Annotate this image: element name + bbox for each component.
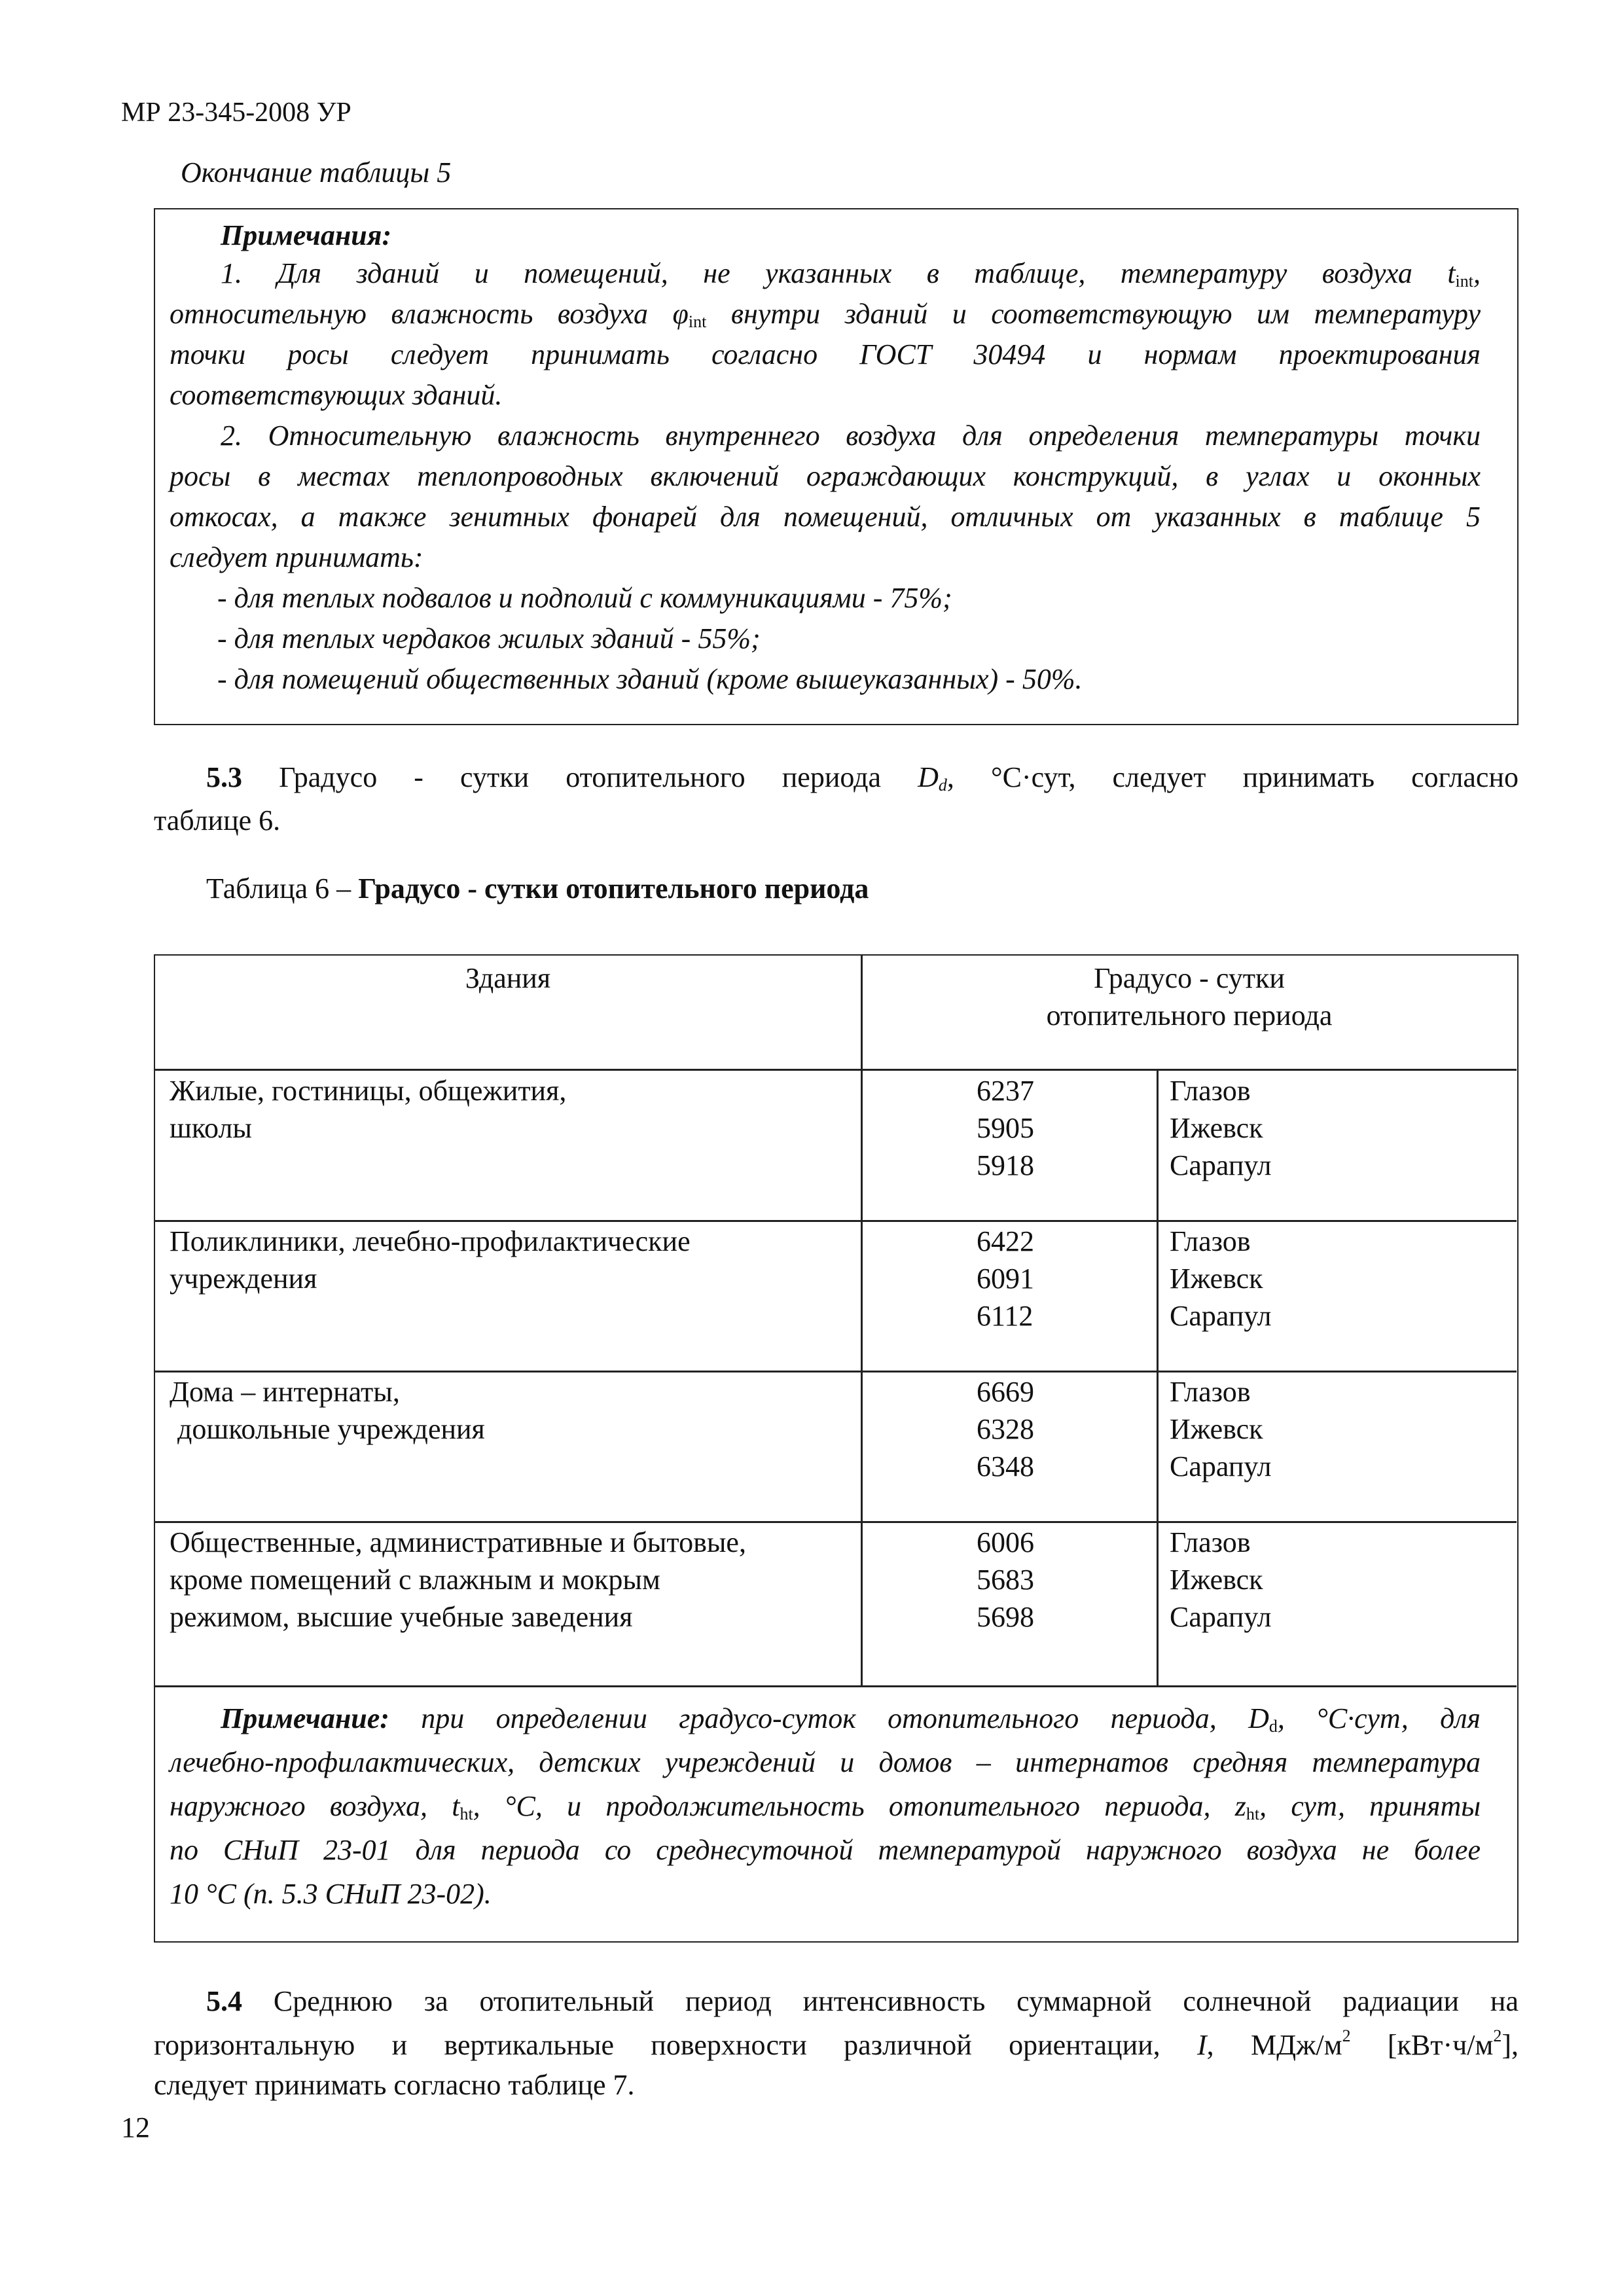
para-5-3-line1: 5.3 Градусо - сутки отопительного периода $D_d$, °С·сут, следует принимать согласно [206,761,1519,795]
table6-note-line5: 10 °С (п. 5.3 СНиП 23-02). [170,1878,492,1910]
table-row-buildings: Дома – интернаты, дошкольные учреждения [170,1376,485,1445]
table6-header-degree-days: Градусо - сутки отопительного периода [1046,962,1333,1031]
table-row-values: 6237 5905 5918 [977,1075,1034,1181]
note1-line4: соответствующих зданий. [170,379,503,411]
note1-line2: относительную влажность воздуха $\varphi_{int}$ внутри зданий и соответствующую им температуру [170,298,1481,331]
table6-col-divider [861,956,863,1687]
notes-title: Примечания: [221,219,392,251]
note-bullet-public-buildings: - для помещений общественных зданий (кроме вышеуказанных) - 50%. [217,663,1083,695]
table6-note-line4: по СНиП 23-01 для периода со среднесуточной температурой наружного воздуха не более [170,1834,1481,1866]
note2-line2: росы в местах теплопроводных включений ограждающих конструкций, в углах и оконных [170,460,1481,492]
note1-line3: точки росы следует принимать согласно ГОСТ 30494 и нормам проектирования [170,338,1481,370]
page-number: 12 [121,2111,150,2144]
table6-row-divider [155,1220,1517,1222]
note-bullet-attics: - для теплых чердаков жилых зданий - 55%; [217,622,761,655]
para-5-4-line1: 5.4 Среднюю за отопительный период интенсивность суммарной солнечной радиации на [206,1985,1519,2017]
table6-subcol-divider [1157,1069,1159,1687]
table6 [154,954,1519,1943]
table6-caption: Таблица 6 – Градусо - сутки отопительного периода [206,872,869,905]
document-code: МР 23-345-2008 УР [121,98,351,128]
table6-note-line1: Примечание: при определении градусо-суток отопительного периода, $D_d$, °С·сут, для [221,1702,1481,1736]
table6-note-line3: наружного воздуха, $t_{ht}$, °С, и продолжительность отопительного периода, $z_{ht}$, сут, приняты [170,1790,1481,1823]
table6-note-line2: лечебно-профилактических, детских учреждений и домов – интернатов средняя температура [170,1746,1481,1778]
table6-note-divider [155,1685,1517,1687]
table-row-cities: Глазов Ижевск Сарапул [1170,1225,1272,1332]
para-5-4-line3: следует принимать согласно таблице 7. [154,2069,635,2101]
table-row-buildings: Жилые, гостиницы, общежития, школы [170,1075,567,1144]
para-5-4-line2: горизонтальную и вертикальные поверхности различной ориентации, I, МДж/$м^2$ $[кВт\cdot ч/м^2]$, [154,2026,1519,2061]
table-row-cities: Глазов Ижевск Сарапул [1170,1376,1272,1482]
note1-line1: 1. Для зданий и помещений, не указанных в таблице, температуру воздуха $t_{int}$, [221,257,1481,291]
table-row-values: 6422 6091 6112 [977,1225,1034,1332]
table-row-values: 6006 5683 5698 [977,1526,1034,1633]
table-row-buildings: Поликлиники, лечебно-профилактические учреждения [170,1225,691,1295]
table-continuation-label: Окончание таблицы 5 [181,156,452,188]
table-row-values: 6669 6328 6348 [977,1376,1034,1482]
table6-header-divider [155,1069,1517,1071]
table6-header-buildings: Здания [465,962,551,994]
note2-line3: откосах, а также зенитных фонарей для помещений, отличных от указанных в таблице 5 [170,501,1481,533]
table-row-buildings: Общественные, административные и бытовые, кроме помещений с влажным и мокрым режимом, высшие учебные заведения [170,1526,746,1633]
para-5-3-line2: таблице 6. [154,804,281,836]
note2-line4: следует принимать: [170,541,423,573]
table-row-cities: Глазов Ижевск Сарапул [1170,1526,1272,1633]
note2-line1: 2. Относительную влажность внутреннего воздуха для определения температуры точки [221,420,1481,452]
table6-row-divider [155,1521,1517,1523]
table6-row-divider [155,1371,1517,1372]
note-bullet-basements: - для теплых подвалов и подполий с коммуникациями - 75%; [217,582,952,614]
table5-notes-box [154,208,1519,725]
table-row-cities: Глазов Ижевск Сарапул [1170,1075,1272,1181]
